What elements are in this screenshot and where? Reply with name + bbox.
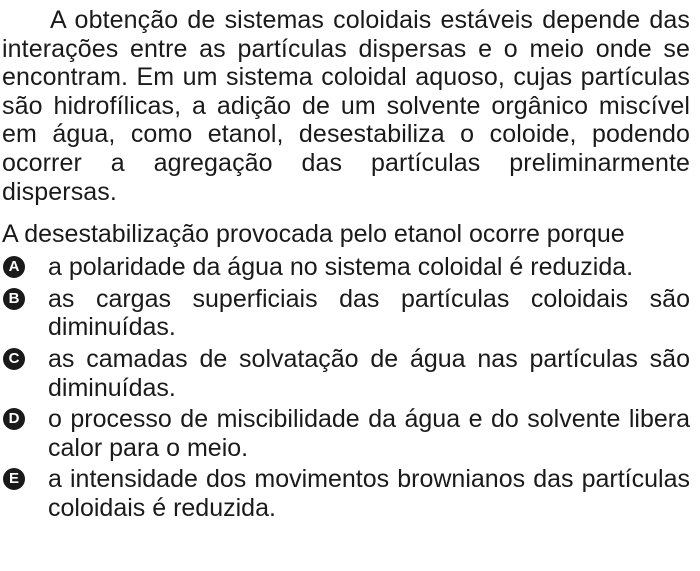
option-b[interactable]: [2, 285, 690, 342]
option-e-text: a intensidade dos movimentos brownianos das partículas coloidais é reduzida.: [48, 465, 690, 522]
option-a-text: a polaridade da água no sistema coloidal é reduzida.: [48, 253, 634, 282]
question-passage: A obtenção de sistemas coloidais estáveis depende das interações entre as partículas dispersas e o meio onde se encontram. Em um sistema coloidal aquoso, cujas partículas são hidrofílicas, a adição de um solvente orgânico miscível em água, como etanol, desestabiliza o coloide, podendo ocorrer a agregação das partículas preliminarmente dispersas.: [2, 6, 690, 206]
option-a-letter-icon: A: [3, 256, 25, 278]
option-e-letter-icon: E: [3, 468, 25, 490]
option-b-text: as cargas superficiais das partículas coloidais são diminuídas.: [48, 284, 690, 342]
option-c[interactable]: [2, 345, 690, 402]
option-d-text: o processo de miscibilidade da água e do solvente libera calor para o meio.: [48, 405, 690, 462]
option-d-letter-icon: D: [3, 408, 25, 430]
option-e[interactable]: [2, 465, 690, 522]
option-c-letter-icon: C: [3, 348, 25, 370]
option-d[interactable]: [2, 405, 690, 462]
option-a[interactable]: [2, 253, 690, 282]
option-b-letter-icon: B: [3, 288, 25, 310]
option-c-text: as camadas de solvatação de água nas partículas são diminuídas.: [48, 344, 690, 402]
answer-options: [2, 253, 690, 522]
question-stem: A desestabilização provocada pelo etanol ocorre porque: [2, 220, 625, 249]
